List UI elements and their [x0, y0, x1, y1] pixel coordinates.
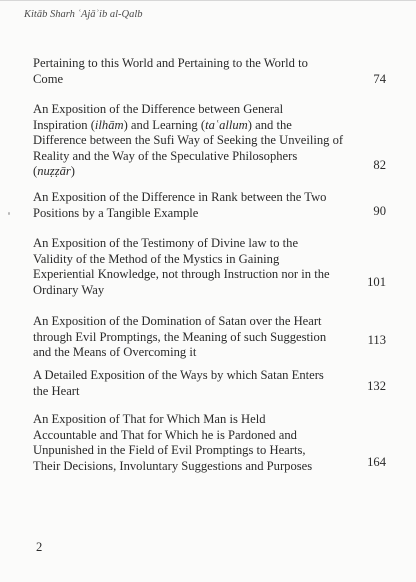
folio-page-number: 2	[36, 540, 43, 554]
toc-entry	[33, 102, 355, 180]
toc-entry-line: and the Means of Overcoming it	[33, 345, 197, 360]
toc-entry-line: through Evil Promptings, the Meaning of such Suggestion	[33, 329, 327, 344]
toc-entry-line: Difference between the Sufi Way of Seeking the Unveiling of	[33, 133, 344, 148]
toc-entry-line	[33, 118, 355, 134]
toc-page-number: 90	[373, 204, 386, 218]
toc-entry-line: Their Decisions, Involuntary Suggestions and Purposes	[33, 458, 313, 473]
text-italic: ilhām	[94, 117, 124, 132]
toc-entry	[33, 236, 355, 298]
toc-page-number: 101	[367, 275, 386, 289]
toc-page-number: 132	[367, 379, 386, 393]
margin-speck	[8, 212, 10, 215]
running-head: Kitāb Sharh ʿAjāʾib al-Qalb	[24, 9, 143, 20]
toc-entry	[33, 314, 355, 361]
toc-page-number: 74	[373, 72, 386, 86]
toc-entry-line: An Exposition of the Difference in Rank between the Two	[33, 190, 327, 204]
toc-entry	[33, 190, 355, 221]
toc-entry-line: A Detailed Exposition of the Ways by which Satan Enters	[33, 368, 324, 382]
toc-entry	[33, 412, 355, 474]
text-segment: ) and the	[247, 117, 292, 132]
toc-page-number: 82	[373, 158, 386, 172]
toc-entry	[33, 56, 355, 87]
toc-entry-line: Unpunished in the Field of Evil Promptings to Hearts,	[33, 443, 306, 458]
toc-page-number: 164	[367, 455, 386, 469]
toc-entry-line: Positions by a Tangible Example	[33, 205, 199, 220]
toc-entry	[33, 368, 355, 399]
toc-entry-line: Validity of the Method of the Mystics in Gaining	[33, 251, 280, 266]
text-segment: ) and Learning (	[123, 117, 206, 132]
toc-entry-line: Ordinary Way	[33, 282, 105, 297]
toc-entry-line: Pertaining to this World and Pertaining to the World to	[33, 56, 308, 70]
toc-entry-line: (nuẓẓār)	[33, 164, 75, 179]
page-top-edge	[0, 0, 416, 1]
text-italic: taʿallum	[205, 117, 248, 132]
toc-page-number: 113	[367, 333, 386, 347]
toc-entry-line: Come	[33, 71, 64, 86]
toc-entry-line: An Exposition of the Difference between General	[33, 102, 284, 116]
toc-entry-line: the Heart	[33, 383, 80, 398]
toc-entry-line: Reality and the Way of the Speculative Philosophers	[33, 148, 298, 163]
toc-entry-line: Accountable and That for Which he is Pardoned and	[33, 427, 297, 442]
toc-entry-line: An Exposition of That for Which Man is Held	[33, 412, 266, 426]
text-italic: nuẓẓār	[37, 164, 71, 179]
text-segment: Inspiration (	[33, 117, 95, 132]
toc-entry-line: Experiential Knowledge, not through Instruction nor in the	[33, 267, 330, 282]
toc-entry-line: An Exposition of the Testimony of Divine law to the	[33, 236, 299, 250]
toc-entry-line: An Exposition of the Domination of Satan over the Heart	[33, 314, 322, 328]
